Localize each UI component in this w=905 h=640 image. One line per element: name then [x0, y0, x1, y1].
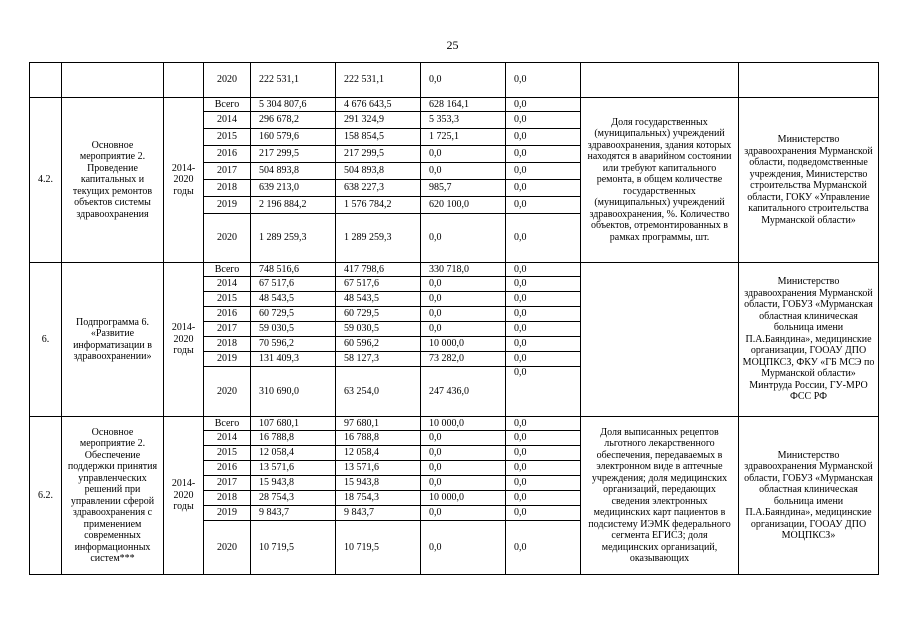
- value-cell: 10 719,5: [251, 521, 336, 575]
- indicator-cell: [581, 263, 739, 417]
- year-cell: 2020: [204, 214, 251, 263]
- value-cell: 60 596,2: [336, 337, 421, 352]
- indicator-cell: Доля государственных (муниципальных) учреждений здравоохранения, здания которых находятся в аварийном состоянии или требуют капитального ремонта, в общем количестве государственных (муниципальных) учреждений здравоохранения, %. Количество объектов, отремонтированных в рамках программы, шт.: [581, 98, 739, 263]
- value-cell: 985,7: [421, 180, 506, 197]
- value-cell: 0,0: [421, 446, 506, 461]
- value-cell: 73 282,0: [421, 352, 506, 367]
- value-cell: 13 571,6: [251, 461, 336, 476]
- value-cell: 748 516,6: [251, 263, 336, 277]
- value-cell: 0,0: [421, 461, 506, 476]
- year-cell: 2018: [204, 337, 251, 352]
- value-cell: 0,0: [506, 197, 581, 214]
- value-cell: 9 843,7: [251, 506, 336, 521]
- value-cell: 12 058,4: [336, 446, 421, 461]
- value-cell: 158 854,5: [336, 129, 421, 146]
- value-cell: 0,0: [506, 98, 581, 112]
- year-cell: 2018: [204, 180, 251, 197]
- value-cell: 10 000,0: [421, 491, 506, 506]
- value-cell: 18 754,3: [336, 491, 421, 506]
- value-cell: 1 725,1: [421, 129, 506, 146]
- value-cell: 63 254,0: [336, 367, 421, 417]
- value-cell: 59 030,5: [251, 322, 336, 337]
- value-cell: 0,0: [506, 307, 581, 322]
- value-cell: 0,0: [506, 461, 581, 476]
- value-cell: 291 324,9: [336, 112, 421, 129]
- value-cell: 107 680,1: [251, 417, 336, 431]
- year-cell: 2017: [204, 476, 251, 491]
- value-cell: 0,0: [506, 263, 581, 277]
- value-cell: 1 289 259,3: [251, 214, 336, 263]
- value-cell: 10 000,0: [421, 337, 506, 352]
- value-cell: 1 289 259,3: [336, 214, 421, 263]
- value-cell: 28 754,3: [251, 491, 336, 506]
- measure-name: Основное мероприятие 2. Проведение капитальных и текущих ремонтов объектов системы здравоохранения: [62, 98, 164, 263]
- value-cell: 0,0: [506, 214, 581, 263]
- value-cell: 0,0: [421, 214, 506, 263]
- value-cell: 296 678,2: [251, 112, 336, 129]
- value-cell: 0,0: [421, 506, 506, 521]
- value-cell: 0,0: [506, 277, 581, 292]
- value-cell: 0,0: [506, 367, 581, 417]
- year-cell: 2019: [204, 197, 251, 214]
- year-cell: 2016: [204, 461, 251, 476]
- measure-name: Подпрограмма 6. «Развитие информатизации в здравоохранении»: [62, 263, 164, 417]
- year-cell: 2017: [204, 322, 251, 337]
- value-cell: 0,0: [506, 431, 581, 446]
- value-cell: 15 943,8: [251, 476, 336, 491]
- year-cell: 2015: [204, 129, 251, 146]
- value-cell: 60 729,5: [336, 307, 421, 322]
- value-cell: 417 798,6: [336, 263, 421, 277]
- value-cell: 0,0: [506, 491, 581, 506]
- value-cell: 48 543,5: [251, 292, 336, 307]
- value-cell: 15 943,8: [336, 476, 421, 491]
- value-cell: 131 409,3: [251, 352, 336, 367]
- value-cell: 9 843,7: [336, 506, 421, 521]
- value-cell: 0,0: [506, 292, 581, 307]
- value-cell: 0,0: [421, 277, 506, 292]
- value-cell: 16 788,8: [336, 431, 421, 446]
- value-cell: 0,0: [506, 337, 581, 352]
- value-cell: 0,0: [421, 63, 506, 98]
- table-row: [30, 98, 879, 112]
- value-cell: 0,0: [421, 322, 506, 337]
- value-cell: 67 517,6: [251, 277, 336, 292]
- page-number: 25: [446, 38, 459, 52]
- value-cell: 0,0: [506, 521, 581, 575]
- value-cell: 217 299,5: [251, 146, 336, 163]
- program-table: [29, 62, 879, 575]
- value-cell: 67 517,6: [336, 277, 421, 292]
- value-cell: 0,0: [506, 163, 581, 180]
- value-cell: 0,0: [506, 352, 581, 367]
- year-cell: 2015: [204, 446, 251, 461]
- row-number: 6.: [30, 263, 62, 417]
- row-number: 6.2.: [30, 417, 62, 575]
- value-cell: 0,0: [506, 417, 581, 431]
- year-cell: Всего: [204, 98, 251, 112]
- value-cell: 60 729,5: [251, 307, 336, 322]
- value-cell: 4 676 643,5: [336, 98, 421, 112]
- year-cell: 2019: [204, 352, 251, 367]
- year-cell: 2018: [204, 491, 251, 506]
- value-cell: 16 788,8: [251, 431, 336, 446]
- value-cell: 70 596,2: [251, 337, 336, 352]
- value-cell: 0,0: [506, 63, 581, 98]
- table-row: [30, 263, 879, 277]
- year-cell: 2014: [204, 431, 251, 446]
- value-cell: 0,0: [421, 163, 506, 180]
- executor-cell: Министерство здравоохранения Мурманской области, ГОБУЗ «Мурманская областная клиническая больница имени П.А.Баяндина», медицинские организации, ГООАУ ДПО МОЦПКСЗ, ФКУ «ГБ МСЭ по Мурманской области» Минтруда России, ГУ-МРО ФСС РФ: [739, 263, 879, 417]
- value-cell: 638 227,3: [336, 180, 421, 197]
- value-cell: 48 543,5: [336, 292, 421, 307]
- row-number: 4.2.: [30, 98, 62, 263]
- value-cell: 10 000,0: [421, 417, 506, 431]
- table-row: [30, 417, 879, 431]
- year-cell: 2020: [204, 367, 251, 417]
- value-cell: 0,0: [421, 307, 506, 322]
- value-cell: 59 030,5: [336, 322, 421, 337]
- value-cell: 5 304 807,6: [251, 98, 336, 112]
- value-cell: 0,0: [421, 476, 506, 491]
- value-cell: 160 579,6: [251, 129, 336, 146]
- value-cell: 0,0: [506, 146, 581, 163]
- value-cell: 0,0: [506, 180, 581, 197]
- value-cell: 330 718,0: [421, 263, 506, 277]
- value-cell: 639 213,0: [251, 180, 336, 197]
- value-cell: 5 353,3: [421, 112, 506, 129]
- value-cell: 504 893,8: [336, 163, 421, 180]
- value-cell: 620 100,0: [421, 197, 506, 214]
- value-cell: 0,0: [421, 431, 506, 446]
- year-cell: Всего: [204, 417, 251, 431]
- executor-cell: Министерство здравоохранения Мурманской области, подведомственные учреждения, Министерство строительства Мурманской области, ГОКУ «Управление капитального строительства Мурманской области»: [739, 98, 879, 263]
- year-cell: 2014: [204, 112, 251, 129]
- value-cell: 0,0: [421, 292, 506, 307]
- value-cell: 0,0: [506, 129, 581, 146]
- value-cell: 0,0: [506, 322, 581, 337]
- value-cell: 217 299,5: [336, 146, 421, 163]
- value-cell: 2 196 884,2: [251, 197, 336, 214]
- indicator-cell: Доля выписанных рецептов льготного лекарственного обеспечения, передаваемых в электронном виде в аптечные учреждения; доля медицинских организаций, передающих сведения электронных медицинских карт пациентов в подсистему ИЭМК федерального сегмента ЕГИСЗ; доля медицинских организаций, оказывающих: [581, 417, 739, 575]
- value-cell: 10 719,5: [336, 521, 421, 575]
- value-cell: 12 058,4: [251, 446, 336, 461]
- year-cell: Всего: [204, 263, 251, 277]
- year-cell: 2019: [204, 506, 251, 521]
- year-cell: 2020: [204, 521, 251, 575]
- value-cell: 0,0: [506, 112, 581, 129]
- value-cell: 1 576 784,2: [336, 197, 421, 214]
- value-cell: 504 893,8: [251, 163, 336, 180]
- value-cell: 628 164,1: [421, 98, 506, 112]
- period-cell: 2014-2020 годы: [164, 98, 204, 263]
- measure-name: Основное мероприятие 2. Обеспечение поддержки принятия управленческих решений при управлении сферой здравоохранения с применением современных информационных систем***: [62, 417, 164, 575]
- value-cell: 247 436,0: [421, 367, 506, 417]
- value-cell: 97 680,1: [336, 417, 421, 431]
- value-cell: 222 531,1: [251, 63, 336, 98]
- year-cell: 2020: [204, 63, 251, 98]
- year-cell: 2017: [204, 163, 251, 180]
- year-cell: 2016: [204, 146, 251, 163]
- value-cell: 0,0: [421, 521, 506, 575]
- value-cell: 13 571,6: [336, 461, 421, 476]
- value-cell: 0,0: [506, 446, 581, 461]
- table-row: [30, 63, 879, 98]
- year-cell: 2014: [204, 277, 251, 292]
- value-cell: 0,0: [506, 476, 581, 491]
- value-cell: 0,0: [421, 146, 506, 163]
- value-cell: 58 127,3: [336, 352, 421, 367]
- executor-cell: Министерство здравоохранения Мурманской области, ГОБУЗ «Мурманская областная клиническая больница имени П.А.Баяндина», медицинские организации, ГООАУ ДПО МОЦПКСЗ»: [739, 417, 879, 575]
- value-cell: 222 531,1: [336, 63, 421, 98]
- year-cell: 2015: [204, 292, 251, 307]
- period-cell: 2014-2020 годы: [164, 417, 204, 575]
- year-cell: 2016: [204, 307, 251, 322]
- value-cell: 310 690,0: [251, 367, 336, 417]
- value-cell: 0,0: [506, 506, 581, 521]
- period-cell: 2014-2020 годы: [164, 263, 204, 417]
